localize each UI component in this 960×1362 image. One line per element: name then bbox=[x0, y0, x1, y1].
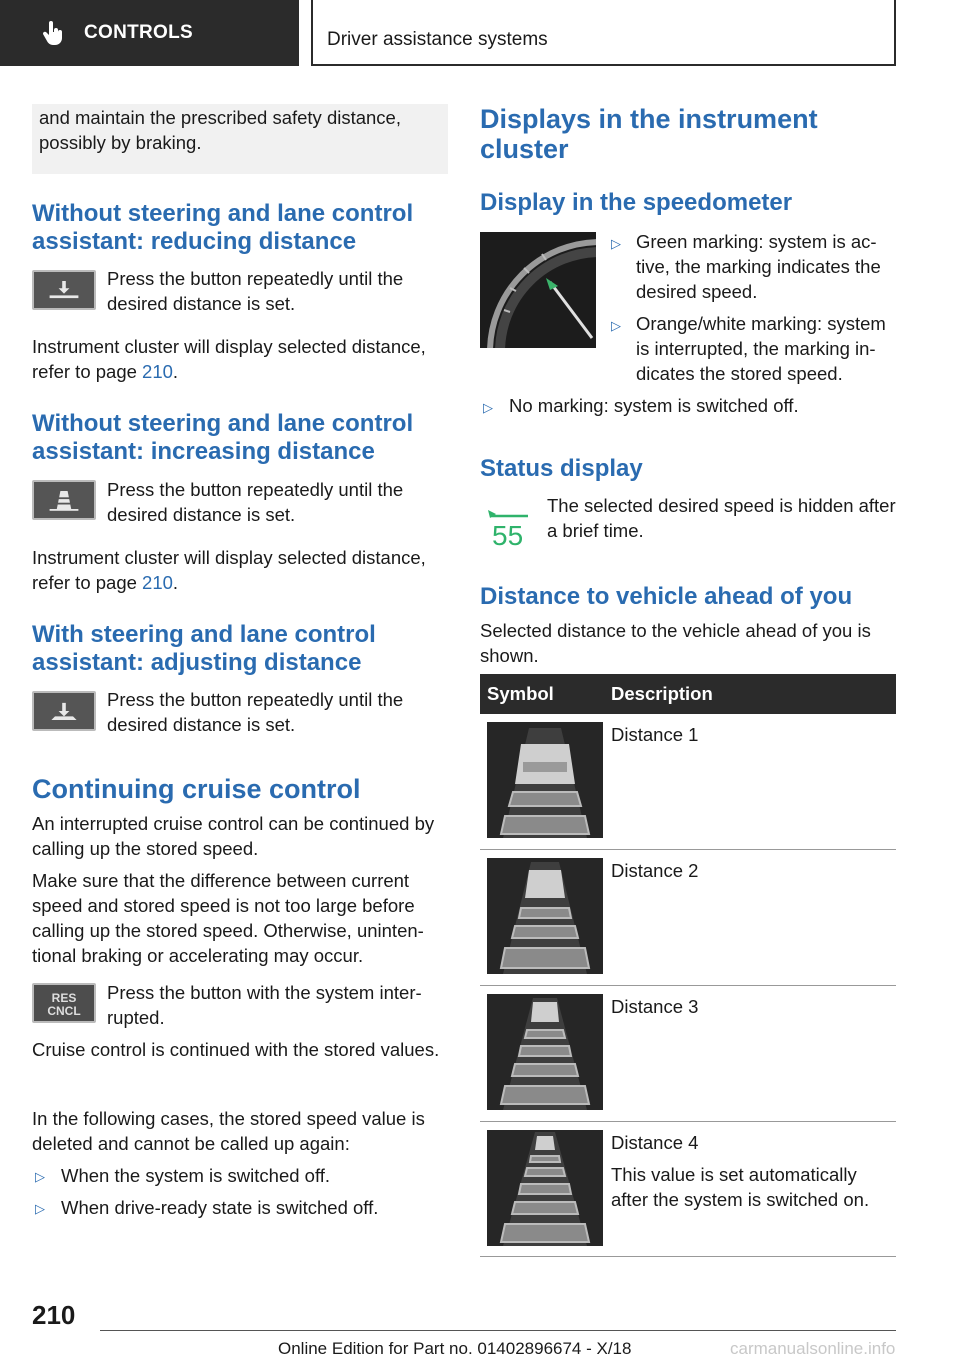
continuation-box bbox=[32, 104, 448, 174]
list-item: Green marking: system is active, the marking indicates the desired speed. bbox=[636, 231, 881, 302]
page-header bbox=[0, 0, 960, 66]
hand-pointer-icon bbox=[40, 19, 68, 47]
table-row bbox=[480, 986, 896, 1122]
table-row bbox=[480, 714, 896, 850]
list-item: No marking: system is switched off. bbox=[509, 395, 799, 416]
bullet-triangle-icon: ▷ bbox=[35, 1201, 45, 1216]
distance-label: Distance 1 bbox=[611, 724, 699, 745]
increase-info-text: Instrument cluster will display selected distance, refer to page bbox=[32, 547, 426, 593]
distance-intro: Selected distance to the vehicle ahead of you is shown. bbox=[480, 620, 871, 666]
watermark-text: carmanualsonline.info bbox=[730, 1339, 896, 1358]
distance-4-note: This value is set automatically after the system is switched on. bbox=[611, 1164, 870, 1210]
continuing-p4: In the following cases, the stored speed value is deleted and cannot be called up again: bbox=[32, 1108, 425, 1154]
increase-distance-heading: Without steering and lane control assistant: increasing distance bbox=[32, 410, 414, 465]
reduce-info-text: Instrument cluster will display selected distance, refer to page bbox=[32, 336, 426, 382]
distance-adjust-icon bbox=[34, 693, 94, 729]
continuing-p3: Cruise control is continued with the stored values. bbox=[32, 1039, 440, 1060]
distance-heading: Distance to vehicle ahead of you bbox=[480, 583, 853, 610]
reduce-info-end: . bbox=[172, 361, 179, 382]
status-speed-value: 55 bbox=[492, 520, 524, 550]
page-link-210[interactable]: 210 bbox=[142, 361, 173, 382]
reduce-distance-instruction: Press the button repeatedly until the desired distance is set. bbox=[107, 268, 404, 314]
status-display-heading: Status display bbox=[480, 455, 643, 482]
chapter-title: Driver assistance systems bbox=[327, 29, 548, 50]
continuing-p2: Make sure that the difference between current speed and stored speed is not too large before calling up the stored speed. Otherwise, unintentional braking or accelerating may occur. bbox=[32, 870, 424, 966]
speedometer-image bbox=[480, 232, 596, 348]
list-item: Orange/white marking: system is interrupted, the marking indicates the stored speed. bbox=[636, 313, 886, 384]
continuing-heading: Continuing cruise control bbox=[32, 774, 361, 804]
table-row bbox=[480, 1122, 896, 1257]
res-cncl-button bbox=[32, 983, 96, 1023]
section-tab bbox=[0, 0, 299, 66]
displays-heading: Displays in the instrument cluster bbox=[480, 104, 818, 164]
page-link-210[interactable]: 210 bbox=[142, 572, 173, 593]
reduce-distance-info bbox=[32, 334, 448, 384]
distance-label: Distance 4 bbox=[611, 1132, 699, 1153]
bullet-triangle-icon: ▷ bbox=[611, 236, 621, 251]
cncl-label: CNCL bbox=[47, 1004, 81, 1018]
distance-3-image bbox=[487, 994, 603, 1110]
increase-distance-button bbox=[32, 480, 96, 520]
section-title: CONTROLS bbox=[84, 22, 194, 43]
speedometer-heading: Display in the speedometer bbox=[480, 189, 793, 216]
increase-distance-info bbox=[32, 545, 448, 595]
distance-label: Distance 2 bbox=[611, 860, 699, 881]
status-display-text: The selected desired speed is hidden after a brief time. bbox=[547, 495, 896, 541]
bullet-triangle-icon: ▷ bbox=[35, 1169, 45, 1184]
speedometer-illustration bbox=[480, 232, 596, 348]
reduce-distance-button bbox=[32, 270, 96, 310]
footer-divider bbox=[100, 1330, 896, 1331]
list-item: When drive-ready state is switched off. bbox=[61, 1197, 379, 1218]
distance-label: Distance 3 bbox=[611, 996, 699, 1017]
column-header-symbol: Symbol bbox=[487, 683, 554, 704]
distance-1-image bbox=[487, 722, 603, 838]
column-header-description: Description bbox=[611, 683, 713, 704]
res-instruction: Press the button with the system interrupted. bbox=[107, 982, 422, 1028]
edition-text: Online Edition for Part no. 01402896674 - X/18 bbox=[278, 1339, 632, 1358]
list-item: When the system is switched off. bbox=[61, 1165, 331, 1186]
increase-distance-instruction: Press the button repeatedly until the desired distance is set. bbox=[107, 479, 404, 525]
table-row bbox=[480, 850, 896, 986]
speed-marker-icon bbox=[486, 500, 532, 550]
bullet-triangle-icon: ▷ bbox=[483, 400, 493, 415]
reduce-distance-heading: Without steering and lane control assistant: reducing distance bbox=[32, 200, 414, 255]
increase-info-end: . bbox=[172, 572, 179, 593]
adjust-distance-heading: With steering and lane control assistant: adjusting distance bbox=[32, 621, 376, 676]
distance-increase-icon bbox=[34, 482, 94, 518]
res-label: RES bbox=[51, 991, 77, 1005]
adjust-distance-button bbox=[32, 691, 96, 731]
continuation-text: and maintain the prescribed safety distance, possibly by braking. bbox=[39, 107, 401, 153]
distance-4-image bbox=[487, 1130, 603, 1246]
distance-reduce-icon bbox=[34, 272, 94, 308]
adjust-distance-instruction: Press the button repeatedly until the desired distance is set. bbox=[107, 689, 404, 735]
page-number: 210 bbox=[32, 1300, 76, 1330]
table-header bbox=[480, 674, 896, 714]
distance-2-image bbox=[487, 858, 603, 974]
bullet-triangle-icon: ▷ bbox=[611, 318, 621, 333]
continuing-p1: An interrupted cruise control can be continued by calling up the stored speed. bbox=[32, 813, 435, 859]
chapter-box bbox=[311, 0, 896, 66]
